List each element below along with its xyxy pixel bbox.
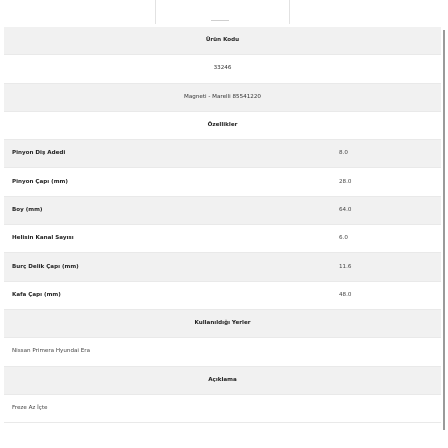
feature-row: [4, 196, 441, 224]
table-row: [4, 83, 441, 111]
feature-label: Burç Delik Çapı (mm): [4, 253, 339, 281]
table-row: [4, 309, 441, 337]
feature-value: 8.0: [339, 140, 441, 168]
active-tab[interactable]: [155, 0, 290, 24]
features-heading: Özellikler: [4, 111, 441, 139]
table-row: [4, 394, 441, 422]
table-row: [4, 338, 441, 366]
description-text: Freze Az İçte: [4, 394, 441, 422]
tab-underline: [211, 20, 229, 21]
product-code-value: 33246: [4, 55, 441, 83]
table-row: [4, 27, 441, 55]
feature-row: [4, 225, 441, 253]
feature-value: 28.0: [339, 168, 441, 196]
feature-value: 11.6: [339, 253, 441, 281]
feature-row: [4, 253, 441, 281]
product-spec-table: [4, 27, 441, 423]
feature-value: 48.0: [339, 281, 441, 309]
feature-label: Pinyon Diş Adedi: [4, 140, 339, 168]
product-code-heading: Ürün Kodu: [4, 27, 441, 55]
description-heading: Açıklama: [4, 366, 441, 394]
usage-text: Nissan Primera Hyundai Era: [4, 338, 441, 366]
usage-heading: Kullanıldığı Yerler: [4, 309, 441, 337]
feature-label: Pinyon Çapı (mm): [4, 168, 339, 196]
feature-row: [4, 281, 441, 309]
feature-label: Kafa Çapı (mm): [4, 281, 339, 309]
scrollbar[interactable]: [443, 30, 445, 430]
feature-label: Helisin Kanal Sayısı: [4, 225, 339, 253]
table-row: [4, 366, 441, 394]
feature-label: Boy (mm): [4, 196, 339, 224]
feature-value: 6.0: [339, 225, 441, 253]
table-row: [4, 111, 441, 139]
feature-value: 64.0: [339, 196, 441, 224]
table-row: [4, 55, 441, 83]
feature-row: [4, 140, 441, 168]
brand-line: Magneti - Marelli 85541220: [4, 83, 441, 111]
feature-row: [4, 168, 441, 196]
